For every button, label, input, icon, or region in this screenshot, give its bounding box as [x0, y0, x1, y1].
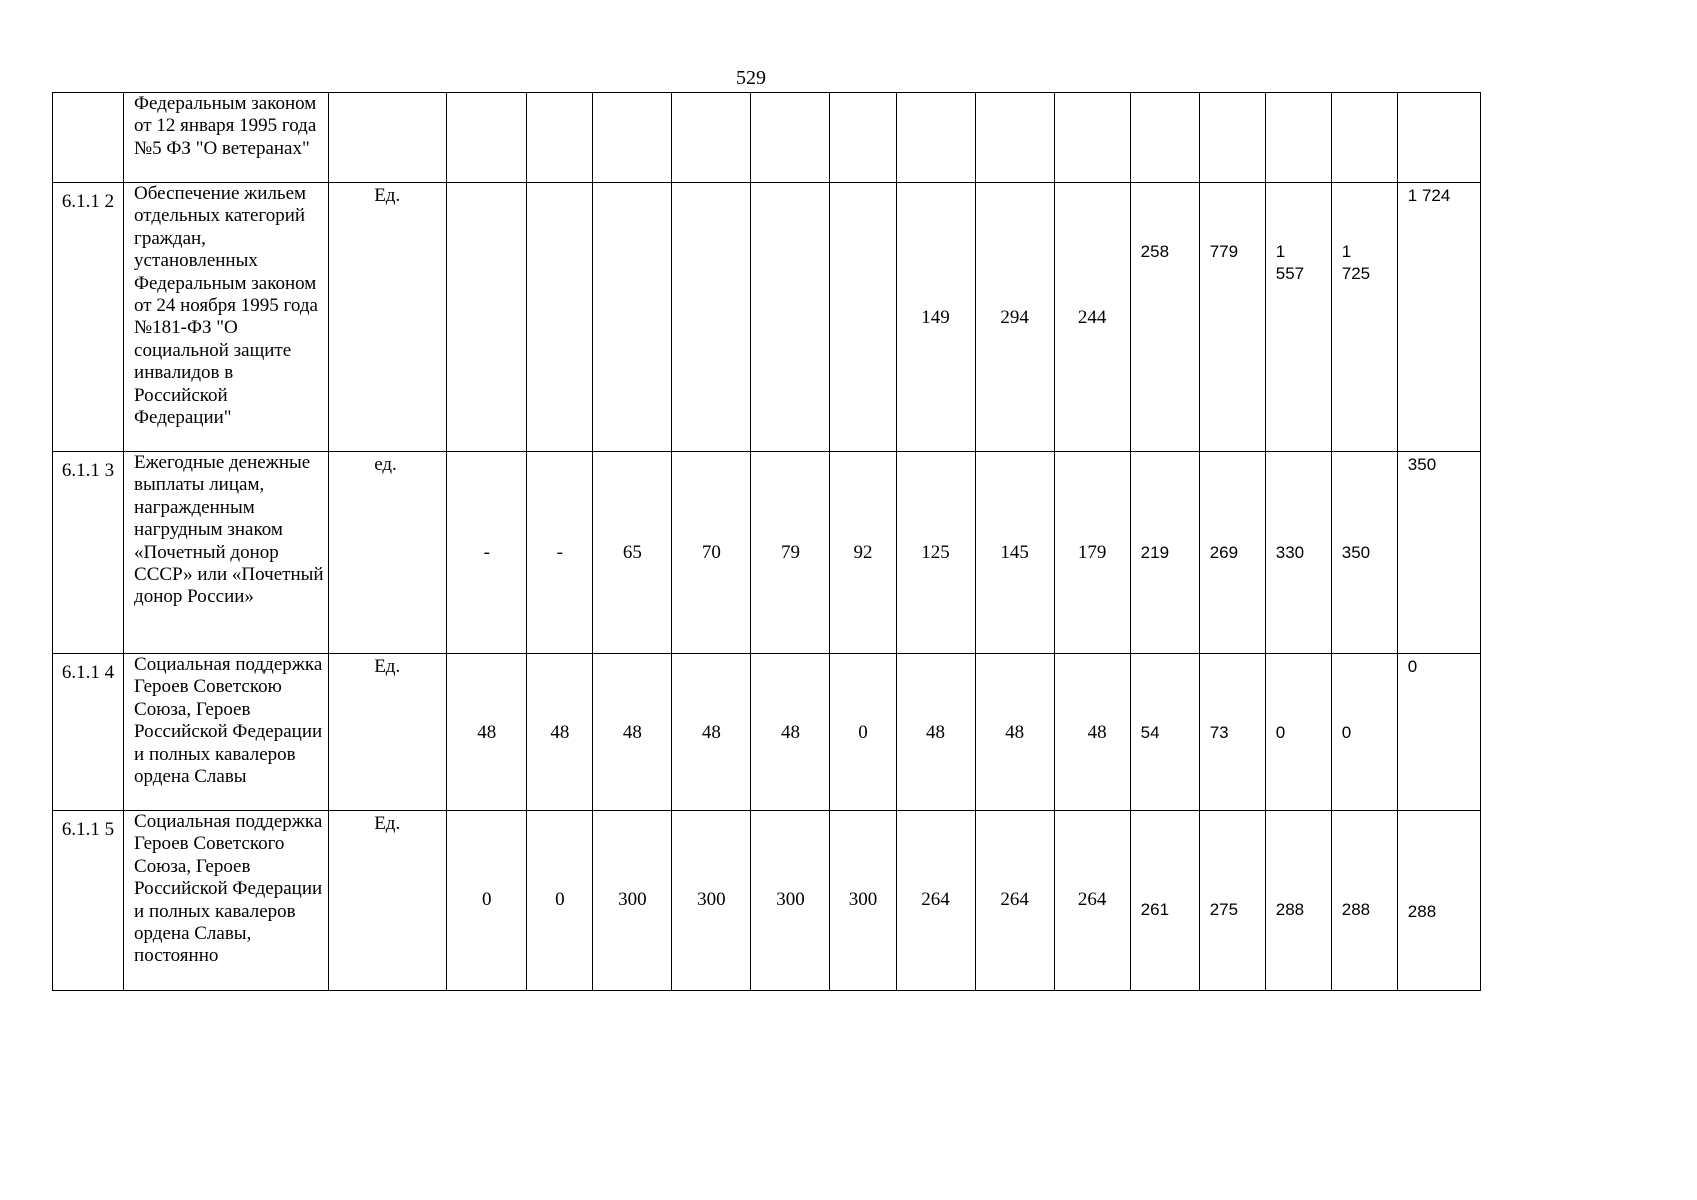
value: 261 — [1140, 900, 1170, 919]
value: 0 — [1341, 723, 1352, 742]
total-cell — [1397, 452, 1480, 654]
row-code — [53, 93, 123, 101]
value-cell — [896, 654, 975, 811]
value: 179 — [1077, 542, 1107, 563]
value-cell — [975, 654, 1054, 811]
indicator-table — [52, 92, 1481, 991]
row-unit-cell — [329, 811, 447, 991]
value-cell — [527, 93, 593, 183]
value-cell — [447, 183, 527, 452]
value: 0 — [482, 889, 492, 910]
value: 48 — [550, 722, 570, 743]
value-cell — [830, 183, 896, 452]
row-unit: Ед. — [374, 813, 401, 834]
value: 92 — [853, 542, 873, 563]
total-value — [1398, 93, 1480, 95]
row-name-cell — [124, 183, 329, 452]
value-cell — [751, 654, 830, 811]
row-name-cell — [124, 452, 329, 654]
value-cell — [1130, 183, 1199, 452]
total-cell — [1397, 93, 1480, 183]
value-cell — [975, 183, 1054, 452]
value-cell — [751, 811, 830, 991]
value-cell — [1054, 183, 1130, 452]
value-cell — [1130, 811, 1199, 991]
value: 300 — [776, 889, 805, 910]
value-cell — [1199, 654, 1265, 811]
value-cell — [1054, 452, 1130, 654]
row-code-cell — [53, 183, 124, 452]
value-cell — [896, 811, 975, 991]
value-cell — [672, 654, 751, 811]
value: 275 — [1209, 900, 1239, 919]
row-code-cell — [53, 452, 124, 654]
row-unit-cell — [329, 452, 447, 654]
value: - — [483, 542, 490, 563]
value: 264 — [921, 889, 950, 910]
value-cell — [1331, 183, 1397, 452]
row-unit: Ед. — [374, 185, 401, 206]
row-unit-cell — [329, 183, 447, 452]
value-cell — [447, 93, 527, 183]
value-cell — [896, 93, 975, 183]
value: 300 — [618, 889, 647, 910]
value: 779 — [1209, 242, 1239, 261]
value: 294 — [1000, 307, 1029, 328]
value-cell — [527, 183, 593, 452]
value-cell — [1265, 654, 1331, 811]
table-row — [53, 183, 1481, 452]
row-name: Социальная поддержка Героев Советскою Союза, Героев Российской Федерации и полных кавалеров ордена Славы — [134, 654, 323, 788]
total-value: 1 724 — [1407, 186, 1451, 205]
total-cell — [1397, 654, 1480, 811]
value: 48 — [780, 722, 800, 743]
total-cell — [1397, 811, 1480, 991]
value-cell — [830, 452, 896, 654]
value-cell — [751, 452, 830, 654]
row-name-cell — [124, 654, 329, 811]
row-code-cell — [53, 654, 124, 811]
value: 149 — [921, 307, 950, 328]
value: 65 — [622, 542, 642, 563]
value-cell — [1265, 452, 1331, 654]
value-cell — [1331, 811, 1397, 991]
value-cell — [830, 811, 896, 991]
table-row — [53, 811, 1481, 991]
value-cell — [1199, 183, 1265, 452]
value: 264 — [1000, 889, 1029, 910]
row-code: 6.1.1 5 — [61, 819, 115, 840]
value-cell — [447, 811, 527, 991]
value-cell — [1054, 654, 1130, 811]
value-cell — [1054, 93, 1130, 183]
value: 79 — [780, 542, 800, 563]
value-cell — [593, 93, 672, 183]
total-cell — [1397, 183, 1480, 452]
value-cell — [527, 811, 593, 991]
value: 125 — [921, 542, 950, 563]
value-cell — [1265, 183, 1331, 452]
value-cell — [1130, 93, 1199, 183]
row-name: Социальная поддержка Героев Советского Союза, Героев Российской Федерации и полных кавалеров ордена Славы, постоянно — [134, 811, 323, 967]
value: 258 — [1140, 242, 1170, 261]
value: 48 — [926, 722, 946, 743]
value-cell — [751, 93, 830, 183]
row-code: 6.1.1 2 — [61, 191, 115, 212]
value-cell — [1199, 452, 1265, 654]
value-cell — [830, 654, 896, 811]
value: 48 — [477, 722, 497, 743]
row-unit — [329, 93, 446, 95]
value-cell — [527, 452, 593, 654]
value-cell — [896, 183, 975, 452]
value-cell — [975, 811, 1054, 991]
value-cell — [1199, 93, 1265, 183]
row-name-cell — [124, 93, 329, 183]
total-value: 0 — [1407, 657, 1418, 676]
value-cell — [1130, 654, 1199, 811]
row-code: 6.1.1 4 — [61, 662, 115, 683]
value: 0 — [555, 889, 565, 910]
value-cell — [830, 93, 896, 183]
value: 264 — [1077, 889, 1107, 910]
value-cell — [1265, 811, 1331, 991]
row-unit: Ед. — [374, 656, 401, 677]
value-cell — [672, 183, 751, 452]
value: 0 — [858, 722, 868, 743]
table-row — [53, 654, 1481, 811]
row-name: Ежегодные денежные выплаты лицам, награжденным нагрудным знаком «Почетный донор СССР» или «Почетный донор России» — [134, 452, 324, 608]
value: 269 — [1209, 543, 1239, 562]
row-code: 6.1.1 3 — [61, 460, 115, 481]
value: 1 725 — [1341, 242, 1371, 283]
value-cell — [447, 654, 527, 811]
value-cell — [896, 452, 975, 654]
page-number: 529 — [736, 67, 766, 89]
row-unit: ед. — [374, 454, 397, 475]
value-cell — [975, 452, 1054, 654]
value-cell — [672, 452, 751, 654]
value: 1 557 — [1275, 242, 1305, 283]
value-cell — [1331, 93, 1397, 183]
row-name-cell — [124, 811, 329, 991]
value-cell — [527, 654, 593, 811]
value: 330 — [1275, 543, 1305, 562]
total-value: 350 — [1407, 455, 1437, 474]
value: 288 — [1341, 900, 1371, 919]
total-value: 288 — [1407, 902, 1437, 921]
table-row — [53, 452, 1481, 654]
value-cell — [1265, 93, 1331, 183]
row-unit-cell — [329, 654, 447, 811]
value-cell — [593, 654, 672, 811]
value: 300 — [848, 889, 878, 910]
value: 288 — [1275, 900, 1305, 919]
row-name: Федеральным законом от 12 января 1995 года №5 ФЗ "О ветеранах" — [134, 93, 317, 159]
value: 54 — [1140, 723, 1160, 742]
value: 48 — [1005, 722, 1025, 743]
value: 48 — [1087, 722, 1107, 743]
value-cell — [1130, 452, 1199, 654]
value: 48 — [701, 722, 721, 743]
value-cell — [1054, 811, 1130, 991]
value-cell — [593, 183, 672, 452]
value: 244 — [1077, 307, 1107, 328]
value: 300 — [697, 889, 726, 910]
value: 219 — [1140, 543, 1170, 562]
value: 0 — [1275, 723, 1286, 742]
value-cell — [975, 93, 1054, 183]
value: 145 — [1000, 542, 1029, 563]
value-cell — [1331, 654, 1397, 811]
value: 350 — [1341, 543, 1371, 562]
value-cell — [1199, 811, 1265, 991]
value-cell — [672, 93, 751, 183]
value-cell — [672, 811, 751, 991]
row-unit-cell — [329, 93, 447, 183]
row-name: Обеспечение жильем отдельных категорий граждан, установленных Федеральным законом от 24 ноября 1995 года №181-ФЗ "О социальной защите инвалидов в Российской Федерации" — [134, 183, 318, 429]
value: - — [556, 542, 563, 563]
table-row — [53, 93, 1481, 183]
value-cell — [447, 452, 527, 654]
value-cell — [593, 452, 672, 654]
value-cell — [593, 811, 672, 991]
row-code-cell — [53, 93, 124, 183]
row-code-cell — [53, 811, 124, 991]
value-cell — [1331, 452, 1397, 654]
value: 70 — [701, 542, 721, 563]
value-cell — [751, 183, 830, 452]
value: 48 — [622, 722, 642, 743]
value: 73 — [1209, 723, 1229, 742]
